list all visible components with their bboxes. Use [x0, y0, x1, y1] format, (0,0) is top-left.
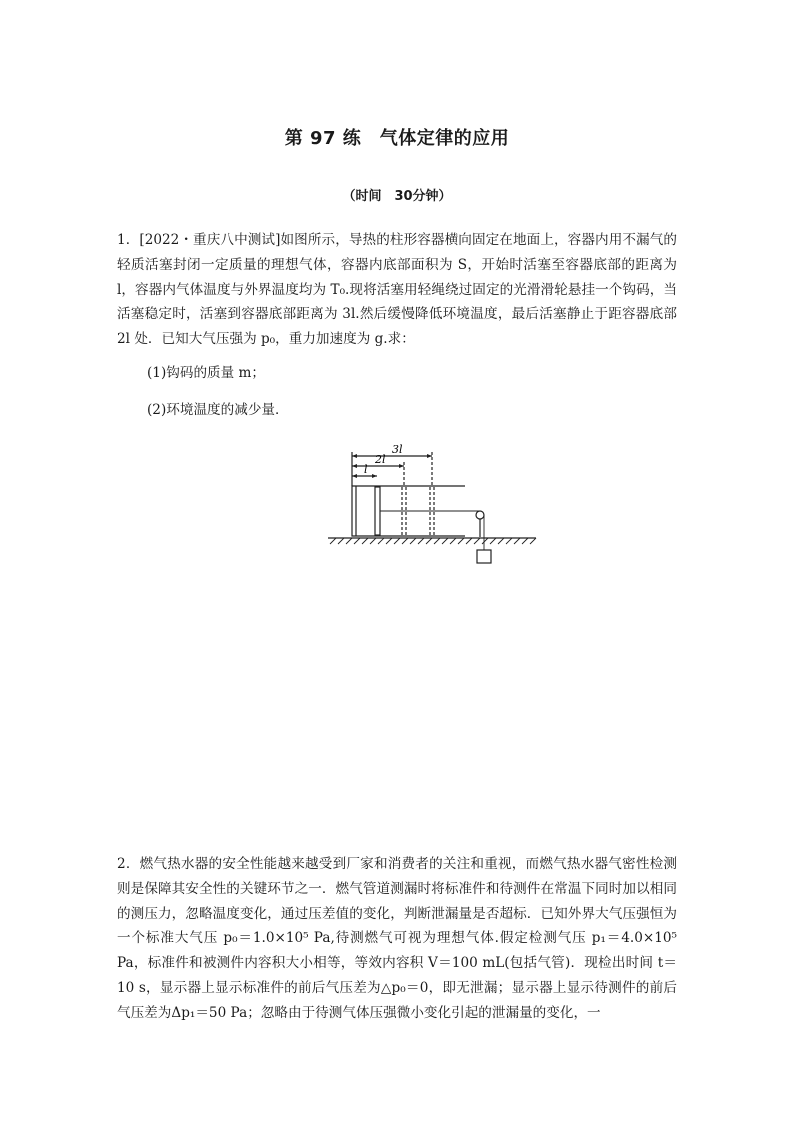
- label-l: l: [364, 463, 368, 476]
- label-2l: 2l: [375, 453, 386, 466]
- pulley: [476, 511, 484, 519]
- question-1-part-2: (2)环境温度的减少量．: [147, 402, 289, 418]
- page-title: 第 97 练 气体定律的应用: [284, 128, 510, 149]
- container-pulley-diagram: [320, 440, 550, 570]
- question-1-text: 1．[2022・重庆八中测试]如图所示，导热的柱形容器横向固定在地面上，容器内用不漏气的轻质活塞封闭一定质量的理想气体，容器内底部面积为 S，开始时活塞至容器底部的距离为 l，容器内气体温度与外界温度均为 T₀.现将活塞用轻绳绕过固定的光滑滑轮悬挂一个钩码，当活塞稳定时，活塞到容器底部距离为 3l.然后缓慢降低环境温度，最后活塞静止于距容器底部 2l 处．已知大气压强为 p₀，重力加速度为 g.求：: [117, 232, 677, 348]
- question-1-part-1: (1)钩码的质量 m；: [147, 365, 266, 381]
- question-2-text: 2．燃气热水器的安全性能越来越受到厂家和消费者的关注和重视，而燃气热水器气密性检测则是保障其安全性的关键环节之一．燃气管道测漏时将标准件和待测件在常温下同时加以相同的测压力，忽略温度变化，通过压差值的变化，判断泄漏量是否超标．已知外界大气压强恒为一个标准大气压 p₀＝1.0×10⁵ Pa,待测燃气可视为理想气体.假定检测气压 p₁＝4.0×10⁵ Pa，标准件和被测件内容积大小相等，等效内容积 V＝100 mL(包括气管)．现检出时间 t＝10 s，显示器上显示标准件的前后气压差为△p₀＝0，即无泄漏；显示器上显示待测件的前后气压差为Δp₁＝50 Pa；忽略由于待测气体压强微小变化引起的泄漏量的变化，一: [117, 856, 677, 1021]
- piston: [375, 487, 380, 535]
- hook-weight: [477, 550, 491, 563]
- label-3l: 3l: [392, 443, 403, 456]
- time-limit: （时间 30分钟）: [342, 189, 452, 204]
- ground-hatching: [330, 538, 536, 544]
